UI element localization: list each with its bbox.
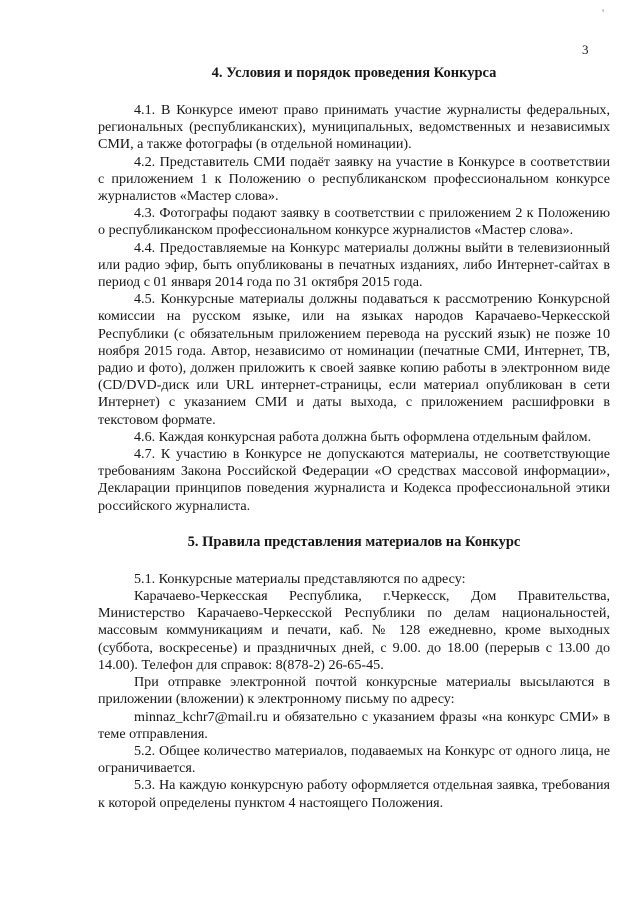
clause-5-3: 5.3. На каждую конкурсную работу оформляется отдельная заявка, требования к которой определены пунктом 4 настоящего Положения. (98, 777, 610, 811)
email-instructions: При отправке электронной почтой конкурсные материалы высылаются в приложении (вложении) к электронному письму по адресу: (98, 674, 610, 708)
section-4-title: 4. Условия и порядок проведения Конкурса (211, 65, 497, 81)
clause-4-1: 4.1. В Конкурсе имеют право принимать участие журналисты федеральных, региональных (республиканских), муниципальных, ведомственных и независимых СМИ, а также фотографы (в отдельной номинации). (98, 102, 610, 153)
document-body (98, 64, 610, 812)
clause-5-2: 5.2. Общее количество материалов, подаваемых на Конкурс от одного лица, не ограничивается. (98, 742, 610, 777)
clause-4-2: 4.2. Представитель СМИ подаёт заявку на участие в Конкурсе в соответствии с приложением 1 к Положению о республиканском профессиональном конкурсе журналистов «Мастер слова». (98, 153, 610, 205)
clause-4-5: 4.5. Конкурсные материалы должны подаваться к рассмотрению Конкурсной комиссии на русском языке, или на языках народов Карачаево-Черкесской Республики (с обязательным приложением перевода на русский язык) не позже 10 ноября 2015 года. Автор, независимо от номинации (печатные СМИ, Интернет, ТВ, радио и фото), должен приложить к своей заявке копию работы в электронном виде (CD/DVD-диск или URL интернет-страницы, если материал опубликован в сети Интернет) с указанием СМИ и даты выхода, с приложением расшифровки в текстовом формате. (98, 291, 610, 428)
page-number: 3 (582, 42, 589, 57)
clause-5-1: 5.1. Конкурсные материалы представляются по адресу: (134, 570, 466, 587)
clause-4-3: 4.3. Фотографы подают заявку в соответствии с приложением 2 к Положению о республиканском профессиональном конкурсе журналистов «Мастер слова». (98, 205, 610, 239)
address-paragraph: Карачаево-Черкесская Республика, г.Черкесск, Дом Правительства, Министерство Карачаево-Черкесской Республики по делам национальностей, массовым коммуникациям и печати, каб. № 128 ежедневно, кроме выходных (суббота, воскресенье) и праздничных дней, с 9.00. до 18.00 (перерыв с 13.00 до 14.00). Телефон для справок: 8(878-2) 26-65-45. (98, 588, 610, 673)
clause-4-7: 4.7. К участию в Конкурсе не допускаются материалы, не соответствующие требованиям Закона Российской Федерации «О средствах массовой информации», Декларации принципов поведения журналиста и Кодекса профессиональной этики российского журналиста. (98, 446, 610, 514)
clause-4-6: 4.6. Каждая конкурсная работа должна быть оформлена отдельным файлом. (134, 428, 592, 445)
section-5-title: 5. Правила представления материалов на Конкурс (187, 533, 521, 550)
email-address-paragraph: minnaz_kchr7@mail.ru и обязательно с указанием фразы «на конкурс СМИ» в теме отправления. (98, 708, 610, 742)
corner-mark: ' (602, 6, 605, 20)
clause-4-4: 4.4. Предоставляемые на Конкурс материалы должны выйти в телевизионный или радио эфир, быть опубликованы в печатных изданиях, либо Интернет-сайтах в период с 01 января 2014 года по 31 октября 2015 года. (98, 239, 610, 291)
